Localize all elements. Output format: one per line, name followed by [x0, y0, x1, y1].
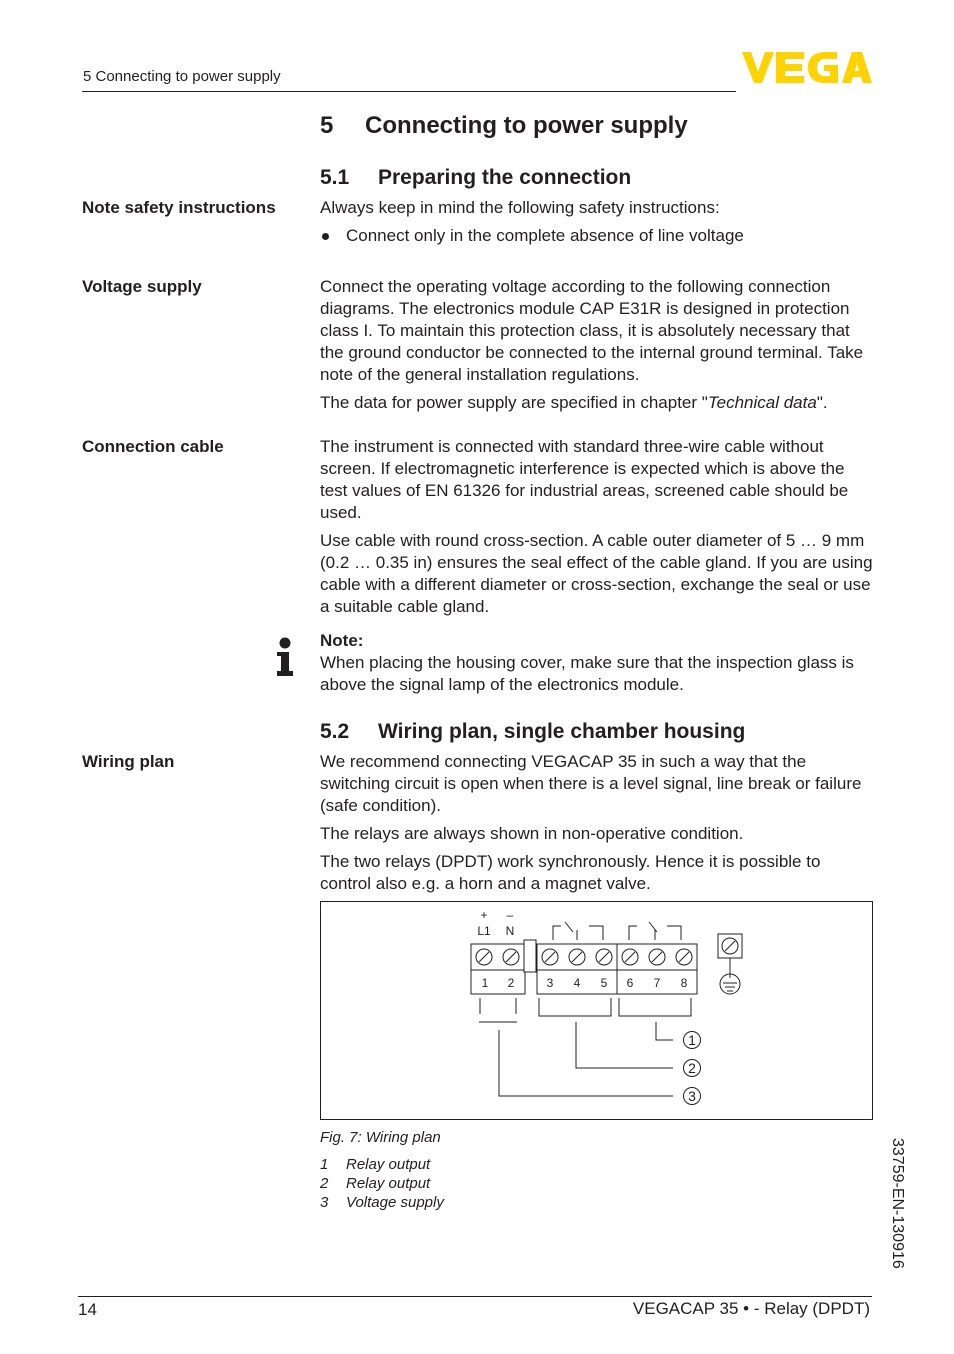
relay-contact-2 — [629, 922, 681, 940]
relay-output-bracket-2 — [539, 998, 673, 1068]
callout-1 — [684, 1032, 701, 1049]
terminal-number: 4 — [573, 976, 581, 990]
wiring-figure — [320, 901, 873, 1120]
footer-product: VEGACAP 35 • - Relay (DPDT) — [632, 1299, 870, 1318]
legend-item: 3 Voltage supply — [320, 1194, 444, 1211]
plus-label: + — [480, 908, 488, 922]
safety-block — [320, 197, 876, 247]
bullet-item — [320, 225, 876, 247]
bullet-dot-icon — [322, 233, 329, 240]
section-number: 5.2 — [320, 720, 350, 743]
wiring-block — [320, 751, 876, 901]
note-block — [320, 630, 876, 702]
legend-item: 2 Relay output — [320, 1175, 431, 1192]
header-rule — [82, 91, 736, 92]
callout-3 — [684, 1088, 701, 1105]
voltage-block — [320, 276, 876, 420]
terminal-number: 3 — [546, 976, 554, 990]
svg-text:2: 2 — [688, 1060, 696, 1076]
bullet-text: Connect only in the complete absence of line voltage — [346, 226, 744, 245]
terminal-number: 6 — [626, 976, 634, 990]
svg-text:1: 1 — [688, 1032, 696, 1048]
figure-legend — [320, 1155, 444, 1212]
wiring-paragraph-1: We recommend connecting VEGACAP 35 in such a way that the switching circuit is open when there is a level signal, line break or failure (safe condition). — [320, 752, 862, 815]
note-title: Note: — [320, 631, 364, 650]
wiring-diagram — [321, 902, 874, 1121]
relay-output-bracket-1 — [619, 998, 691, 1040]
callout-2 — [684, 1060, 701, 1077]
side-label-wiring: Wiring plan — [82, 752, 175, 771]
wiring-paragraph-3: The two relays (DPDT) work synchronously. Hence it is possible to control also e.g. a horn and a magnet valve. — [320, 852, 821, 893]
minus-label: – — [506, 908, 514, 922]
section-heading-5-2 — [320, 720, 745, 744]
voltage-paragraph: Connect the operating voltage according to the following connection diagrams. The electronics module CAP E31R is designed in protection class I. To maintain this protection class, it is absolutely necessary that the ground conductor be connected to the internal ground terminal. Take note of the general installation regulations. — [320, 277, 864, 384]
relay-contact-1 — [553, 922, 603, 940]
figure-caption: Fig. 7: Wiring plan — [320, 1129, 441, 1146]
page-number: 14 — [78, 1300, 97, 1319]
safety-intro: Always keep in mind the following safety instructions: — [320, 198, 720, 217]
section-title: Preparing the connection — [378, 166, 632, 189]
side-label-cable: Connection cable — [82, 437, 224, 456]
n-label: N — [505, 924, 515, 938]
technical-data-reference: Technical data — [707, 393, 817, 412]
section-heading-5-1 — [320, 166, 631, 190]
terminal-number: 8 — [680, 976, 688, 990]
ground-terminal-icon — [718, 934, 742, 994]
side-label-safety: Note safety instructions — [82, 198, 276, 217]
running-header: 5 Connecting to power supply — [83, 68, 281, 85]
section-number: 5.1 — [320, 166, 350, 189]
terminal-screws — [476, 949, 692, 965]
terminal-number: 5 — [600, 976, 608, 990]
terminal-number: 1 — [481, 976, 489, 990]
chapter-title-text: Connecting to power supply — [365, 112, 688, 139]
wiring-paragraph-2: The relays are always shown in non-operative condition. — [320, 824, 744, 843]
footer-rule — [78, 1296, 872, 1297]
side-label-voltage: Voltage supply — [82, 277, 202, 296]
terminal-number: 2 — [507, 976, 515, 990]
note-text: When placing the housing cover, make sure that the inspection glass is above the signal lamp of the electronics module. — [320, 653, 854, 694]
cable-block — [320, 436, 876, 624]
voltage-data-paragraph: The data for power supply are specified in chapter "Technical data". — [320, 393, 828, 412]
info-icon — [276, 637, 294, 677]
chapter-number: 5 — [320, 112, 334, 139]
section-title: Wiring plan, single chamber housing — [378, 720, 746, 743]
cable-paragraph-1: The instrument is connected with standard three-wire cable without screen. If electromagnetic interference is expected which is above the test values of EN 61326 for industrial areas, screened cable should be used. — [320, 437, 849, 522]
terminal-number: 7 — [653, 976, 661, 990]
l1-label: L1 — [477, 924, 491, 938]
vega-logo — [742, 52, 872, 84]
legend-item: 1 Relay output — [320, 1156, 431, 1173]
svg-text:3: 3 — [688, 1088, 696, 1104]
cable-paragraph-2: Use cable with round cross-section. A cable outer diameter of 5 … 9 mm (0.2 … 0.35 in) ensures the seal effect of the cable gland. If you are using cable with a different diameter or cross-section, exchange the seal or use a suitable cable gland. — [320, 531, 873, 616]
chapter-title — [320, 112, 688, 140]
document-code: 33759-EN-130916 — [889, 1138, 906, 1269]
